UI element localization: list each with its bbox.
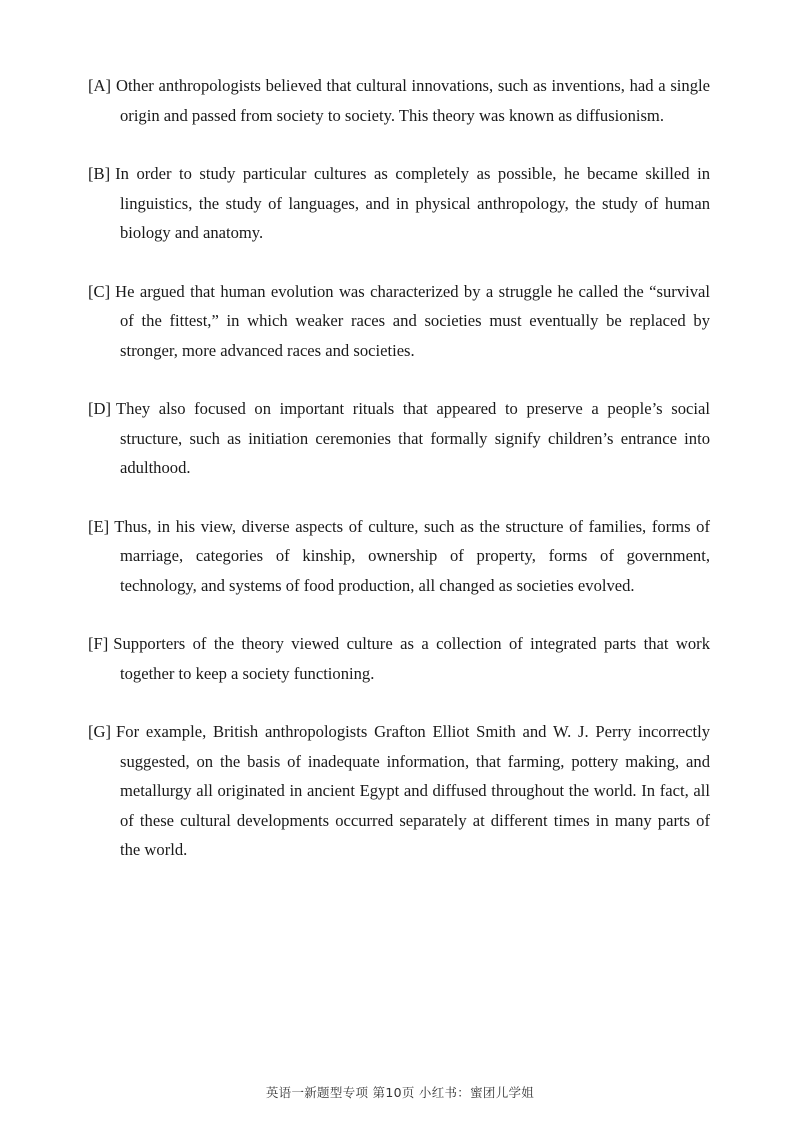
option-text: Other anthropologists believed that cultural innovations, such as inventions, had a single origin and passed from society to society. This theory was known as diffusionism.: [116, 76, 710, 125]
option-letter: [F]: [88, 634, 109, 653]
option-letter: [E]: [88, 516, 110, 536]
option-a: [88, 71, 710, 130]
page-footer: 英语一新题型专项 第10页 小红书：蜜团儿学姐: [265, 1085, 535, 1100]
option-letter: [A]: [88, 76, 112, 95]
option-text: For example, British anthropologists Grafton Elliot Smith and W. J. Perry incorrectly suggested, on the basis of inadequate information, that farming, pottery making, and metallurgy all originated in ancient Egypt and diffused throughout the world. In fact, all of these cultural developments occurred separately at different times in many parts of the world.: [116, 722, 710, 859]
option-g: [88, 717, 710, 865]
option-e: [88, 512, 710, 601]
option-text: They also focused on important rituals that appeared to preserve a people’s social structure, such as initiation ceremonies that formally signify children’s entrance into adulthood.: [116, 399, 710, 477]
option-letter: [G]: [88, 722, 112, 741]
option-letter: [C]: [88, 281, 111, 301]
option-text: Supporters of the theory viewed culture as a collection of integrated parts that work together to keep a society functioning.: [113, 634, 710, 683]
option-d: [88, 394, 710, 483]
option-text: Thus, in his view, diverse aspects of culture, such as the structure of families, forms of marriage, categories of kinship, ownership of property, forms of government, technology, and systems of food production, all changed as societies evolved.: [114, 516, 710, 595]
option-list: [88, 71, 710, 894]
option-letter: [D]: [88, 399, 112, 418]
option-b: [88, 159, 710, 248]
option-letter: [B]: [88, 164, 111, 183]
option-c: [88, 277, 710, 366]
option-text: He argued that human evolution was characterized by a struggle he called the “survival of the fittest,” in which weaker races and societies must eventually be replaced by stronger, more advanced races and societies.: [115, 281, 710, 360]
option-text: In order to study particular cultures as completely as possible, he became skilled in linguistics, the study of languages, and in physical anthropology, the study of human biology and anatomy.: [115, 164, 710, 242]
option-f: [88, 629, 710, 688]
